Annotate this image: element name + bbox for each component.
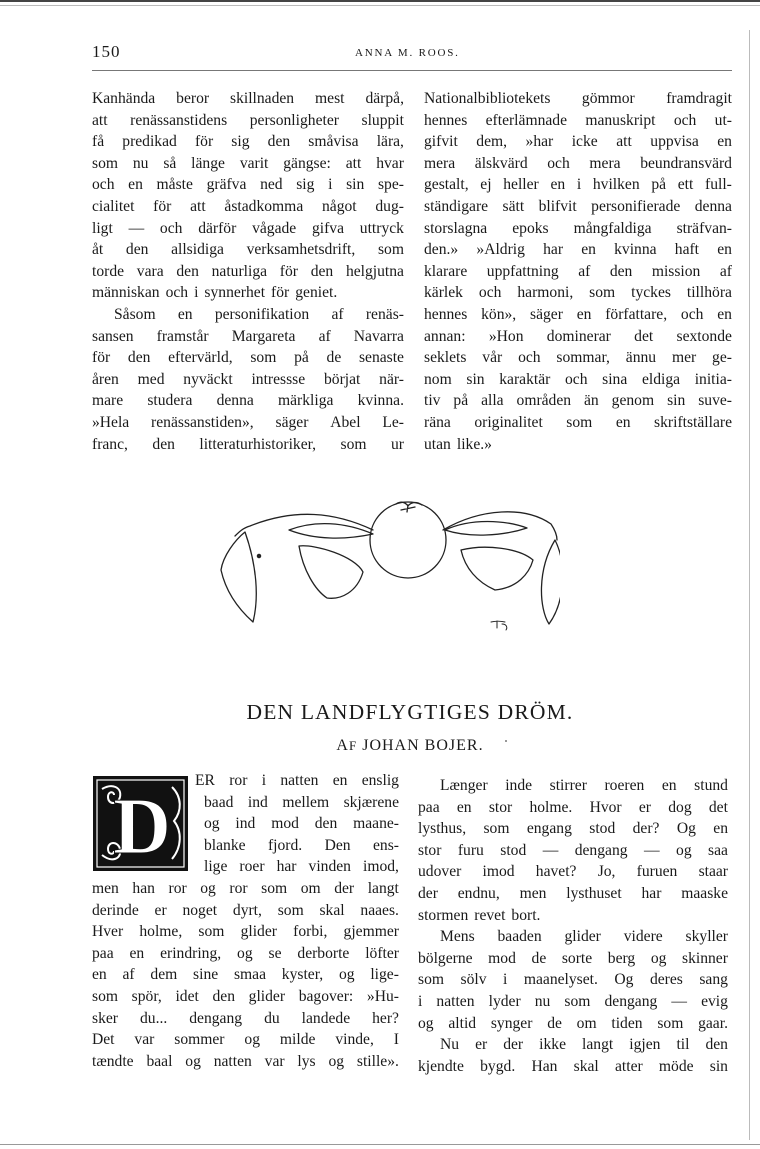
byline-initial: A [336,737,349,754]
scan-edge-bottom [0,1144,760,1145]
story-title: DEN LANDFLYGTIGES DRÖM. [246,700,574,724]
running-head: ANNA M. ROOS. [355,47,460,59]
fruit-circle [370,502,446,578]
dot [257,554,260,557]
story-byline [90,737,730,755]
text-line: klarare uppfattning af den mission af [424,262,732,280]
text-line: som sölv i maanelyset. Og deres sang [418,971,728,989]
artist-monogram [491,621,507,630]
text-line: men han ror og ror som om der langt [92,879,399,897]
text-line: cialitet för att åstadkomma något dug- [92,197,404,215]
text-line: stor furu stod — dengang — og saa [418,841,728,859]
text-line: ER ror i natten en enslig [195,772,399,789]
text-line: en af dem sine smaa kyster, og lige- [92,966,399,984]
text-line: sker du... dengang du landede her? [92,1009,399,1027]
scan-edge-top [0,0,760,2]
essay-column-right [424,88,732,455]
leaf-right-lower [461,547,533,590]
text-line: gifvit dem, »har icke att uppvisa en [424,133,732,151]
text-line: seklets vår och sommar, ännu mer ge- [424,349,732,367]
text-line: som nu så länge varit gängse: att hvar [92,154,404,172]
text-line: för den eftervärld, som på de senaste [92,349,404,367]
text-line: Nu er der ikke langt igjen til den [440,1036,728,1054]
text-line: blanke fjord. Den ens- [204,836,399,854]
text-line: utan like.» [424,435,492,453]
leaf-left-outer [221,532,256,622]
header-rule [92,70,732,71]
text-line: få predikad för sig den småvisa lära, [92,133,404,151]
text-line: som spör, idet den glider bagover: »Hu- [92,987,399,1005]
text-line: åt den allsidiga verksamhetsdrift, som [92,241,404,259]
text-line: Hver holme, som glider forbi, gjemmer [92,923,399,941]
text-line: den.» »Aldrig har en kvinna haft en [424,241,732,259]
text-line: sansen framstår Margareta af Navarra [92,327,404,345]
text-line: människan och i synnerhet för geniet. [92,284,338,302]
text-line: ständigare sätt blifvit personifierade denna [424,197,732,215]
text-line: nom sin karaktär och sina eldiga initia- [424,370,732,388]
text-line: paa en erindring, og se derborte löfter [92,944,399,962]
leaf-right-outer [541,540,560,624]
text-line: gestalt, ej heller en i hvilken på ett full- [424,176,732,194]
text-line: storslagna epoks mångfaldiga sträfvan- [424,219,732,237]
text-line: åren med nyväckt intressse börjat när- [92,370,404,388]
text-line: kärlek och harmoni, som tyckes tillhöra [424,284,732,302]
text-line: og ind mod den maane- [204,815,399,833]
text-line: mare studera denna märkliga kvinna. [92,392,404,410]
text-line: tiv på alla områden än genom sin suve- [424,392,732,410]
text-line: hennes kön», säger en författare, och en [424,305,732,323]
text-line: stormen revet bort. [418,906,541,924]
text-line: »Hela renässanstiden», säger Abel Le- [92,413,404,431]
text-line: räna originalitet som en skriftställare [424,413,732,431]
story-column-right [418,775,728,1077]
text-line: Længer inde stirrer roeren en stund [440,777,728,794]
print-speck [505,740,507,742]
text-line: baad ind mellem skjærene [204,793,399,811]
text-line: Såsom en personifikation af renäs- [114,305,404,323]
story-column-left [92,770,399,1072]
leaf-left-upper [289,524,373,538]
branch-right [443,512,557,540]
drop-cap-letter: D [113,783,171,871]
text-line: paa en stor holme. Hvor er dog det [418,798,728,816]
ornament-fruit-leaves-illustration [215,490,560,640]
text-line: mera älskvärd och mera beundransvärd [424,154,732,172]
essay-column-left [92,88,404,455]
scan-edge-right [749,30,750,1140]
text-line: ligt — och därför vågade gifva uttryck [92,219,404,237]
text-line: og altid synger de om tiden som gaar. [418,1014,728,1032]
leaf-right-upper [445,522,527,536]
text-line: Det var sommer og milde vinde, I [92,1031,399,1049]
text-line: Mens baaden glider videre skyller [440,928,728,946]
text-line: franc, den litteraturhistoriker, som ur [92,435,404,453]
text-line: Nationalbibliotekets gömmor framdragit [424,90,732,107]
byline-author: JOHAN BOJER. [357,737,484,754]
text-line: Kanhända beror skillnaden mest därpå, [92,90,404,107]
text-line: och en måste gräfva ned sig i sin spe- [92,176,404,194]
page-number: 150 [92,42,121,61]
byline-smallcaps: F [348,738,358,753]
text-line: derinde er noget dyrt, som skal naaes. [92,901,399,919]
text-line: hennes efterlämnade manuskript och ut- [424,111,732,129]
text-line: i natten lyder nu som dengang — evig [418,992,728,1010]
text-line: lysthus, som engang stod der? Og en [418,820,728,838]
text-line: bölgerne mod de sorte berg og skinner [418,949,728,967]
text-line: udover imod havet? Jo, furuen staar [418,863,728,881]
text-line: torde vara den naturliga för den helgjutna [92,262,404,280]
text-line: tændte baal og natten var lys og stille». [92,1052,399,1070]
scan-edge-top-inner [0,5,760,6]
text-line: att renässanstidens personligheter sluppit [92,111,404,129]
text-line: kjendte bygd. Han skal atter möde sin [418,1057,728,1075]
leaf-left-lower [299,546,363,599]
text-line: annan: »Hon dominerar det sextonde [424,327,732,345]
text-line: lige roer har vinden imod, [204,858,399,876]
text-line: der endnu, men lysthuset har maaske [418,884,728,902]
